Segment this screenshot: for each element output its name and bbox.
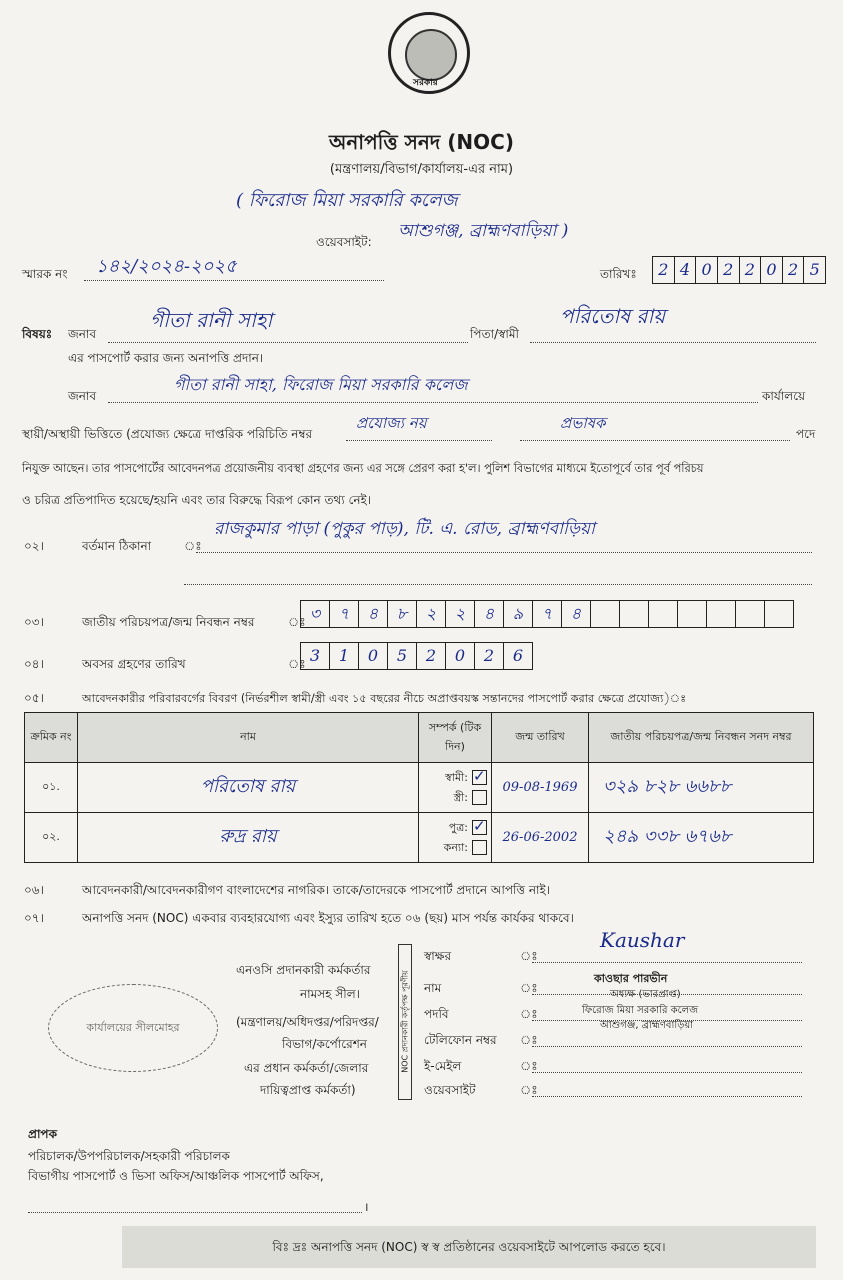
family-table	[24, 712, 814, 863]
retire-digit: 1	[330, 643, 359, 669]
office-name-handwritten: ( ফিরোজ মিয়া সরকারি কলেজ	[236, 190, 458, 211]
recipient-line-2: বিভাগীয় পাসপোর্ট ও ভিসা অফিস/আঞ্চলিক পাসপোর্ট অফিস,	[28, 1169, 324, 1183]
sig-left-3: (মন্ত্রণালয়/অধিদপ্তর/পরিদপ্তর/	[236, 1015, 379, 1029]
recipient-label: প্রাপক	[28, 1127, 57, 1141]
document-title: অনাপত্তি সনদ (NOC)	[329, 130, 514, 154]
nid-digit: ৪	[475, 601, 504, 627]
nid-digit: ৪	[359, 601, 388, 627]
date-digit: 2	[653, 257, 675, 283]
field-website-label: ওয়েবসাইট	[424, 1083, 476, 1097]
item-2-label: বর্তমান ঠিকানা	[82, 539, 152, 553]
row-name: পরিতোষ রায়	[78, 763, 419, 813]
noc-document: সরকার অনাপত্তি সনদ (NOC) (মন্ত্রণালয়/বিভাগ/কার্যালয়-এর নাম) ( ফিরোজ মিয়া সরকারি কলেজ ওয়েবসাইট: আশুগঞ্জ, ব্রাহ্মণবাড়িয়া ) স্মারক নং ১৪২/২০২৪-২০২৫ তারিখঃ 2 4 0 2 2 0 2 5 বিষয়ঃ জনাব গীতা রানী সাহা পিতা/স্বামী পরিতোষ রায় এর পাসপোর্ট করার জন্য অনাপত্তি প্রদান। জনাব গীতা রানী সাহা, ফিরোজ মিয়া সরকারি কলেজ কার্যালয়ে স্থায়ী/অস্থায়ী ভিত্তিতে (প্রযোজ্য ক্ষেত্রে দাপ্তরিক পরিচিতি নম্বর প্রযোজ্য নয় প্রভাষক পদে নিযুক্ত আছেন। তার পাসপোর্টের আবেদনপত্র প্রয়োজনীয় ব্যবস্থা গ্রহণের জন্য এর সঙ্গে প্রেরণ করা হ'ল। পুলিশ বিভাগের মাধ্যমে ইতোপূর্বে তার পূর্ব পরিচয় ও চরিত্র প্রতিপাদিত হয়েছে/হয়নি এবং তার বিরুদ্ধে বিরূপ কোন তথ্য নেই। ০২। বর্তমান ঠিকানা ঃ রাজকুমার পাড়া (পুকুর পাড়), টি. এ. রোড, ব্রাহ্মণবাড়িয়া ০৩। জাতীয় পরিচয়পত্র/জন্ম নিবন্ধন নম্বর ঃ ৩ ৭ ৪ ৮ ২ ২ ৪ ৯ ৭ ৪ ০৪। অবসর গ্রহণের তারিখ ঃ 3 1 0 5 2 0 2 6 ০৫। আবেদনকারীর পরিবারবর্গের বিবরণ (নির্ভরশীল স্বামী/স্ত্রী এবং ১৫ বছরের নীচে অপ্রাপ্তবয়স্ক সন্তানদের পাসপোর্ট করার ক্ষেত্রে প্রযোজ্য)ঃ ক্রমিক নং নাম সম্পর্ক (টিক দিন) জন্ম তারিখ জাতীয় পরিচয়পত্র/জন্ম নিবন্ধন সনদ নম্বর ০১. পরিতোষ রায় স্বামী:✓ স্ত্রী: 09-08-1969 ৩২৯ ৮২৮ ৬৬৮৮ ০২. রুদ্র রায় পুত্র:✓ কন্যা: 26-06-2002 ২৪৯ ৩৩৮ ৬৭৬৮ ০৬। আবেদনকারী/আবেদনকারীগণ বাংলাদেশের নাগরিক। তাকে/তাদেরকে পাসপোর্ট প্রদানে আপত্তি নাই। ০৭। অনাপত্তি সনদ (NOC) একবার ব্যবহারযোগ্য এবং ইস্যুর তারিখ হতে ০৬ (ছয়) মাস পর্যন্ত কার্যকর থাকবে। এনওসি প্রদানকারী কর্মকর্তার নামসহ সীল। (মন্ত্রণালয়/অধিদপ্তর/পরিদপ্তর/ বিভাগ/কর্পোরেশন এর প্রধান কর্মকর্তা/জেলার দায়িত্বপ্রাপ্ত কর্মকর্তা) কার্যালয়ের সীলমোহর NOC প্রদানকারী কর্তৃপক্ষ পূরণীয় স্বাক্ষর নাম পদবি টেলিফোন নম্বর ই-মেইল ওয়েবসাইট ঃ ঃ ঃ ঃ ঃ ঃ Kaushar কাওছার পারভীন অধ্যক্ষ (ভারপ্রাপ্ত) ফিরোজ মিয়া সরকারি কলেজ আশুগঞ্জ, ব্রাহ্মণবাড়িয়া প্রাপক পরিচালক/উপপরিচালক/সহকারী পরিচালক বিভাগীয় পাসপোর্ট ও ভিসা অফিস/আঞ্চলিক পাসপোর্ট অফিস, । বিঃ দ্রঃ অনাপত্তি সনদ (NOC) স্ব স্ব প্রতিষ্ঠানের ওয়েবসাইটে আপলোড করতে হবে।	[0, 0, 843, 1280]
nid-digit: ২	[417, 601, 446, 627]
row-nid: ৩২৯ ৮২৮ ৬৬৮৮	[589, 763, 814, 813]
row-dob: 09-08-1969	[492, 763, 589, 813]
item-6-number: ০৬।	[24, 883, 44, 897]
date-label: তারিখঃ	[600, 267, 637, 281]
retire-digit: 2	[475, 643, 504, 669]
relation-daughter: কন্যা:	[443, 840, 468, 854]
document-subtitle: (মন্ত্রণালয়/বিভাগ/কার্যালয়-এর নাম)	[329, 162, 514, 177]
field-phone-label: টেলিফোন নম্বর	[424, 1033, 497, 1047]
subject-janab: জনাব	[68, 327, 97, 341]
table-row	[25, 763, 814, 813]
husband-checkbox[interactable]	[472, 770, 487, 785]
table-row	[25, 813, 814, 863]
office-seal-text: কার্যালয়ের সীলমোহর	[86, 1021, 180, 1034]
website-handwritten: আশুগঞ্জ, ব্রাহ্মণবাড়িয়া )	[398, 221, 569, 241]
body-janab: জনাব	[68, 389, 97, 403]
nid-digit: ৯	[504, 601, 533, 627]
nid-digit: ৮	[388, 601, 417, 627]
relation-son: পুত্র:	[448, 820, 468, 834]
nid-digit: ২	[446, 601, 475, 627]
sig-left-1: এনওসি প্রদানকারী কর্মকর্তার	[236, 963, 371, 977]
date-digit: 5	[809, 260, 820, 279]
date-digit: 0	[696, 257, 718, 283]
footer-note: বিঃ দ্রঃ অনাপত্তি সনদ (NOC) স্ব স্ব প্রতিষ্ঠানের ওয়েবসাইটে আপলোড করতে হবে।	[122, 1226, 816, 1268]
row-name: রুদ্র রায়	[78, 813, 419, 863]
header-relation: সম্পর্ক (টিক দিন)	[419, 713, 492, 763]
item-2-number: ০২।	[24, 539, 44, 553]
recipient-end: ।	[364, 1200, 369, 1214]
paragraph-1: নিযুক্ত আছেন। তার পাসপোর্টের আবেদনপত্র প্রয়োজনীয় ব্যবস্থা গ্রহণের জন্য এর সঙ্গে প্রেরণ করা হ'ল। পুলিশ বিভাগের মাধ্যমে ইতোপূর্বে তার পূর্ব পরিচয়	[22, 462, 704, 475]
office-seal-placeholder	[48, 984, 218, 1072]
memo-number: ১৪২/২০২৪-২০২৫	[96, 256, 237, 277]
date-digit: 2	[740, 257, 762, 283]
nid-digit: ৩	[301, 601, 330, 627]
retire-digit: 2	[417, 643, 446, 669]
field-post-label: পদবি	[424, 1007, 449, 1021]
sig-left-4: বিভাগ/কর্পোরেশন	[282, 1037, 367, 1051]
nid-digit: ৭	[330, 601, 359, 627]
nid-digit: ৭	[533, 601, 562, 627]
sig-left-6: দায়িত্বপ্রাপ্ত কর্মকর্তা)	[260, 1083, 356, 1097]
nid-digit	[591, 601, 620, 627]
nid-digit	[678, 601, 707, 627]
subject-label: বিষয়ঃ	[22, 327, 53, 341]
website-label: ওয়েবসাইট:	[316, 235, 372, 249]
date-digit: 2	[718, 257, 740, 283]
paragraph-2: ও চরিত্র প্রতিপাদিত হয়েছে/হয়নি এবং তার বিরুদ্ধে বিরূপ কোন তথ্য নেই।	[22, 493, 372, 507]
header-dob: জন্ম তারিখ	[492, 713, 589, 763]
issue-date-boxes	[652, 256, 826, 284]
present-address: রাজকুমার পাড়া (পুকুর পাড়), টি. এ. রোড, ব্রাহ্মণবাড়িয়া	[214, 519, 595, 539]
header-name: নাম	[78, 713, 419, 763]
date-digit: 0	[761, 257, 783, 283]
body-name-office: গীতা রানী সাহা, ফিরোজ মিয়া সরকারি কলেজ	[174, 375, 468, 394]
nid-digit	[736, 601, 765, 627]
emblem-icon	[405, 29, 457, 81]
retire-digit: 5	[388, 643, 417, 669]
wife-checkbox[interactable]	[472, 790, 487, 805]
strip-text: NOC প্রদানকারী কর্তৃপক্ষ পূরণীয়	[400, 970, 410, 1073]
nid-digit: ৪	[562, 601, 591, 627]
item-6-text: আবেদনকারী/আবেদনকারীগণ বাংলাদেশের নাগরিক। তাকে/তাদেরকে পাসপোর্ট প্রদানে আপত্তি নাই।	[82, 883, 551, 897]
field-name-label: নাম	[424, 981, 442, 995]
stamp-post: অধ্যক্ষ (ভারপ্রাপ্ত)	[610, 989, 681, 1000]
date-digit: 2	[783, 257, 805, 283]
nid-digit	[620, 601, 649, 627]
row-nid: ২৪৯ ৩৩৮ ৬৭৬৮	[589, 813, 814, 863]
item-7-number: ০৭।	[24, 911, 44, 925]
post-label: পদে	[796, 427, 816, 441]
retire-digit: 3	[301, 643, 330, 669]
row-relation	[419, 763, 492, 813]
stamp-place: আশুগঞ্জ, ব্রাহ্মণবাড়িয়া	[600, 1020, 694, 1031]
retire-digit: 0	[446, 643, 475, 669]
item-5-number: ০৫।	[24, 691, 44, 705]
date-digit: 4	[675, 257, 697, 283]
stamp-name: কাওছার পারভীন	[594, 972, 668, 985]
post-handwritten: প্রভাষক	[560, 414, 606, 432]
sig-left-5: এর প্রধান কর্মকর্তা/জেলার	[244, 1061, 369, 1075]
row-dob: 26-06-2002	[492, 813, 589, 863]
nid-digit	[707, 601, 736, 627]
seal-text: সরকার	[413, 78, 438, 88]
relation-wife: স্ত্রী:	[453, 790, 468, 804]
row-serial: ০১.	[25, 763, 78, 813]
parent-name: পরিতোষ রায়	[560, 304, 666, 328]
signature-handwritten: Kaushar	[600, 928, 685, 952]
website-field-line	[532, 1080, 802, 1097]
field-email-label: ই-মেইল	[424, 1059, 462, 1073]
header-serial: ক্রমিক নং	[25, 713, 78, 763]
email-field-line	[532, 1056, 802, 1073]
applicant-name: গীতা রানী সাহা	[150, 308, 273, 332]
header-nid: জাতীয় পরিচয়পত্র/জন্ম নিবন্ধন সনদ নম্বর	[589, 713, 814, 763]
recipient-address-line	[28, 1196, 362, 1213]
noc-authority-strip	[398, 944, 412, 1100]
relation-husband: স্বামী:	[445, 770, 468, 784]
item-4-label: অবসর গ্রহণের তারিখ	[82, 657, 186, 671]
nid-digit	[765, 601, 793, 627]
government-seal	[388, 12, 470, 94]
nid-digit	[649, 601, 678, 627]
row-relation	[419, 813, 492, 863]
item-4-number: ০৪।	[24, 657, 44, 671]
nid-boxes	[300, 600, 794, 628]
retirement-date-boxes	[300, 642, 533, 670]
memo-label: স্মারক নং	[22, 267, 68, 281]
daughter-checkbox[interactable]	[472, 840, 487, 855]
official-id: প্রযোজ্য নয়	[356, 414, 427, 432]
item-3-number: ০৩।	[24, 615, 44, 629]
row-serial: ০২.	[25, 813, 78, 863]
item-5-label: আবেদনকারীর পরিবারবর্গের বিবরণ (নির্ভরশীল স্বামী/স্ত্রী এবং ১৫ বছরের নীচে অপ্রাপ্তবয়স্ক সন্তানদের পাসপোর্ট করার ক্ষেত্রে প্রযোজ্য)ঃ	[82, 692, 687, 705]
son-checkbox[interactable]	[472, 820, 487, 835]
parent-label: পিতা/স্বামী	[470, 327, 519, 341]
sig-left-2: নামসহ সীল।	[300, 987, 360, 1001]
address-line-2	[184, 568, 812, 585]
stamp-office: ফিরোজ মিয়া সরকারি কলেজ	[582, 1005, 699, 1016]
table-header-row	[25, 713, 814, 763]
office-suffix: কার্যালয়ে	[762, 389, 806, 403]
subject-line2: এর পাসপোর্ট করার জন্য অনাপত্তি প্রদান।	[68, 351, 264, 365]
recipient-line-1: পরিচালক/উপপরিচালক/সহকারী পরিচালক	[28, 1149, 230, 1163]
item-3-label: জাতীয় পরিচয়পত্র/জন্ম নিবন্ধন নম্বর	[82, 615, 255, 629]
retire-digit: 0	[359, 643, 388, 669]
field-signature-label: স্বাক্ষর	[424, 949, 452, 963]
item-7-text: অনাপত্তি সনদ (NOC) একবার ব্যবহারযোগ্য এবং ইস্যুর তারিখ হতে ০৬ (ছয়) মাস পর্যন্ত কার্যকর থাকবে।	[82, 911, 574, 925]
basis-text: স্থায়ী/অস্থায়ী ভিত্তিতে (প্রযোজ্য ক্ষেত্রে দাপ্তরিক পরিচিতি নম্বর	[22, 427, 313, 441]
retire-digit: 6	[512, 646, 524, 665]
